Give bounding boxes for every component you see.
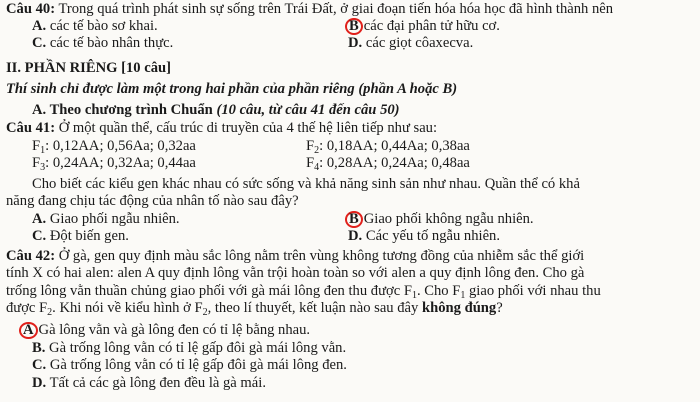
section-subtitle: [32, 102, 400, 120]
q42-line3-c: giao phối với nhau thu: [465, 283, 601, 299]
q40-option-a[interactable]: [32, 18, 158, 36]
q41-option-b-text: Giao phối không ngẫu nhiên.: [363, 211, 534, 227]
q42-emphasis: không đúng: [421, 300, 497, 316]
q42-option-b-letter: B.: [32, 340, 46, 356]
q41-generation-f3: [32, 155, 196, 173]
q42-option-d-letter: D.: [32, 375, 47, 391]
q40-option-b-text: các đại phân tử hữu cơ.: [363, 18, 500, 34]
q42-option-a-text: Gà lông vằn và gà lông đen có tỉ lệ bằng nhau.: [38, 322, 311, 338]
q41-paragraph-line1: Cho biết các kiểu gen khác nhau có sức sống và khả năng sinh sản như nhau. Quần thể có khả: [32, 176, 580, 192]
q40-option-b-circled-letter: B: [345, 18, 363, 35]
f3-text: : 0,24AA; 0,32Aa; 0,44aa: [45, 155, 196, 171]
f1-label: F: [32, 138, 41, 154]
f2-label: F: [306, 138, 315, 154]
q42-option-d[interactable]: [32, 375, 266, 393]
q41-generation-f2: [306, 138, 470, 156]
q40-option-a-letter: A.: [32, 18, 47, 34]
q42-option-b[interactable]: [32, 340, 346, 358]
q40-stem-line: [6, 1, 613, 19]
q42-number: Câu 42:: [6, 248, 56, 264]
q40-option-d-letter: D.: [348, 35, 363, 51]
f2-text: : 0,18AA; 0,44Aa; 0,38aa: [319, 138, 470, 154]
f1-text: : 0,12AA; 0,56Aa; 0,32aa: [45, 138, 196, 154]
q42-line3: [6, 283, 601, 301]
q40-option-d[interactable]: [348, 35, 473, 53]
q41-option-c-text: Đột biến gen.: [49, 228, 129, 244]
q40-option-a-text: các tế bào sơ khai.: [49, 18, 158, 34]
q42-option-a-circled-letter: A: [19, 322, 38, 339]
q41-option-a-text: Giao phối ngẫu nhiên.: [49, 211, 180, 227]
q41-option-d-letter: D.: [348, 228, 363, 244]
q42-option-d-text: Tất cả các gà lông đen đều là gà mái.: [49, 375, 266, 391]
q42-line1: [6, 248, 584, 266]
q40-option-c[interactable]: [32, 35, 173, 53]
q40-option-d-text: các giọt côaxecva.: [365, 35, 474, 51]
q42-option-b-text: Gà trống lông vằn có tỉ lệ gấp đôi gà mái lông vằn.: [49, 340, 347, 356]
q41-paragraph-line2: năng đang chịu tác động của nhân tố nào sau đây?: [6, 193, 299, 209]
q40-stem: Trong quá trình phát sinh sự sống trên Trái Đất, ở giai đoạn tiến hóa hóa học đã hình thành nên: [58, 1, 614, 17]
q42-line3-sub1: 1: [411, 290, 417, 301]
q42-option-c[interactable]: [32, 357, 347, 375]
q41-option-a-letter: A.: [32, 211, 47, 227]
q42-line4-sub2: 2: [202, 307, 208, 318]
q42-line4-c: , theo lí thuyết, kết luận nào sau đây: [207, 300, 422, 316]
q42-line4-b: . Khi nói về kiểu hình ở F: [52, 300, 203, 316]
q41-option-a[interactable]: [32, 211, 180, 229]
section-title: II. PHẦN RIÊNG [10 câu]: [6, 60, 171, 76]
q41-option-c[interactable]: [32, 228, 129, 246]
f4-sub: 4: [314, 162, 320, 173]
q40-number: Câu 40:: [6, 1, 56, 17]
f4-label: F: [306, 155, 315, 171]
q40-option-c-text: các tế bào nhân thực.: [49, 35, 174, 51]
section-instruction: Thí sinh chỉ được làm một trong hai phần của phần riêng (phần A hoặc B): [6, 81, 458, 97]
q42-line3-sub2: 1: [460, 290, 466, 301]
q42-option-a[interactable]: [22, 322, 310, 340]
q42-option-c-text: Gà trống lông vằn có tỉ lệ gấp đôi gà mái lông đen.: [49, 357, 347, 373]
q41-option-b-circled-letter: B: [345, 211, 363, 228]
q41-option-d[interactable]: [348, 228, 500, 246]
q42-line3-a: trống lông vằn thuần chủng giao phối với gà mái lông đen thu được F: [6, 283, 412, 299]
q41-option-c-letter: C.: [32, 228, 47, 244]
q42-line4-end: ?: [496, 300, 503, 316]
q40-option-c-letter: C.: [32, 35, 47, 51]
q42-option-c-letter: C.: [32, 357, 47, 373]
q41-generation-f4: [306, 155, 470, 173]
q42-line4-a: được F: [6, 300, 48, 316]
q41-stem-line: [6, 120, 437, 138]
q41-generation-f1: [32, 138, 196, 156]
q42-line4-sub1: 2: [47, 307, 53, 318]
f3-label: F: [32, 155, 41, 171]
section-subtitle-name: A. Theo chương trình Chuẩn: [32, 102, 213, 118]
f2-sub: 2: [314, 145, 320, 156]
q41-option-b[interactable]: [348, 211, 534, 229]
q42-line2: tính X có hai alen: alen A quy định lông vằn trội hoàn toàn so với alen a quy định lông đen. Cho gà: [6, 265, 585, 281]
section-subtitle-range: (10 câu, từ câu 41 đến câu 50): [216, 102, 400, 118]
f4-text: : 0,28AA; 0,24Aa; 0,48aa: [319, 155, 470, 171]
q41-number: Câu 41:: [6, 120, 56, 136]
q42-line1-text: Ở gà, gen quy định màu sắc lông nằm trên vùng không tương đồng của nhiễm sắc thể giới: [58, 248, 585, 264]
q41-option-d-text: Các yếu tố ngẫu nhiên.: [365, 228, 501, 244]
q42-line4: [6, 300, 503, 318]
f1-sub: 1: [40, 145, 46, 156]
q41-stem: Ở một quần thể, cấu trúc di truyền của 4 thế hệ liên tiếp như sau:: [58, 120, 438, 136]
q42-line3-b: . Cho F: [416, 283, 461, 299]
f3-sub: 3: [40, 162, 46, 173]
q40-option-b[interactable]: [348, 18, 500, 36]
